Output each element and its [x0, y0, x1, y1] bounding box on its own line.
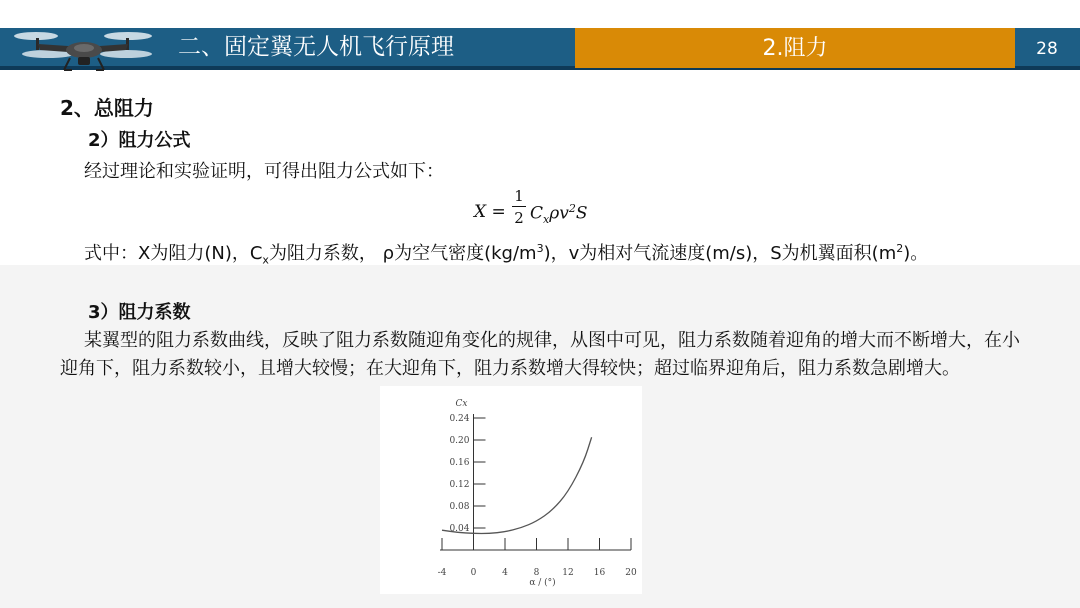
intro-text: 经过理论和实验证明，可得出阻力公式如下：	[84, 161, 444, 182]
x-tick-label: 16	[593, 568, 606, 578]
y-tick-label: 0.04	[449, 524, 470, 534]
formula-c-subscript: x	[543, 213, 550, 227]
x-tick-label: -4	[437, 568, 447, 578]
x-axis-label: α / (°)	[529, 578, 556, 588]
page-title: 二、固定翼无人机飞行原理	[178, 34, 454, 60]
y-tick-label: 0.20	[449, 436, 470, 446]
x-tick-label: 20	[625, 568, 637, 578]
x-tick-label: 4	[502, 568, 508, 578]
x-tick-label: 8	[533, 568, 540, 578]
explanation-part-d: )。	[903, 243, 929, 264]
formula-numerator: 1	[514, 187, 524, 205]
formula-denominator: 2	[514, 209, 524, 227]
page-number: 28	[1036, 39, 1058, 59]
explanation-sup-2: 2	[896, 242, 904, 255]
drone-icon	[8, 24, 158, 74]
y-tick-label: 0.24	[449, 414, 470, 424]
drag-coefficient-chart	[380, 386, 642, 594]
chart-svg	[380, 386, 642, 594]
formula-lhs: X =	[474, 202, 506, 222]
formula-s: S	[575, 203, 588, 224]
formula-fraction	[512, 186, 526, 229]
y-axis-label: Cx	[455, 399, 468, 409]
formula-rhs	[530, 202, 588, 226]
formula-explanation	[84, 239, 928, 267]
section-label: 2.阻力	[762, 36, 828, 61]
formula-square: 2	[568, 202, 576, 215]
explanation-sup-3: 3	[536, 242, 544, 255]
x-tick-label: 0	[470, 568, 477, 578]
y-tick-label: 0.12	[449, 480, 470, 490]
section-banner	[575, 28, 1015, 68]
coefficient-paragraph: 某翼型的阻力系数曲线，反映了阻力系数随迎角变化的规律，从图中可见，阻力系数随着迎角的增大而不断增大，在小迎角下，阻力系数较小，且增大较慢；在大迎角下，阻力系数增大得较快；超过临界迎角后，阻力系数急剧增大。	[60, 330, 1020, 379]
y-tick-label: 0.08	[449, 502, 470, 512]
y-tick-label: 0.16	[449, 458, 470, 468]
formula-c: C	[530, 203, 544, 224]
section-heading: 2、总阻力	[60, 96, 154, 120]
subsection-title-formula: 2）阻力公式	[88, 130, 191, 151]
explanation-subscript: x	[262, 253, 269, 267]
formula-rho-v: ρv	[549, 203, 569, 224]
x-tick-label: 12	[562, 568, 574, 578]
drag-formula	[474, 186, 604, 238]
explanation-part-a: 式中：X为阻力(N)，C	[84, 243, 263, 264]
explanation-part-c: )，v为相对气流速度(m/s)，S为机翼面积(m	[543, 243, 897, 264]
subsection-title-coefficient: 3）阻力系数	[88, 302, 191, 323]
explanation-part-b: 为阻力系数， ρ为空气密度(kg/m	[268, 243, 537, 264]
